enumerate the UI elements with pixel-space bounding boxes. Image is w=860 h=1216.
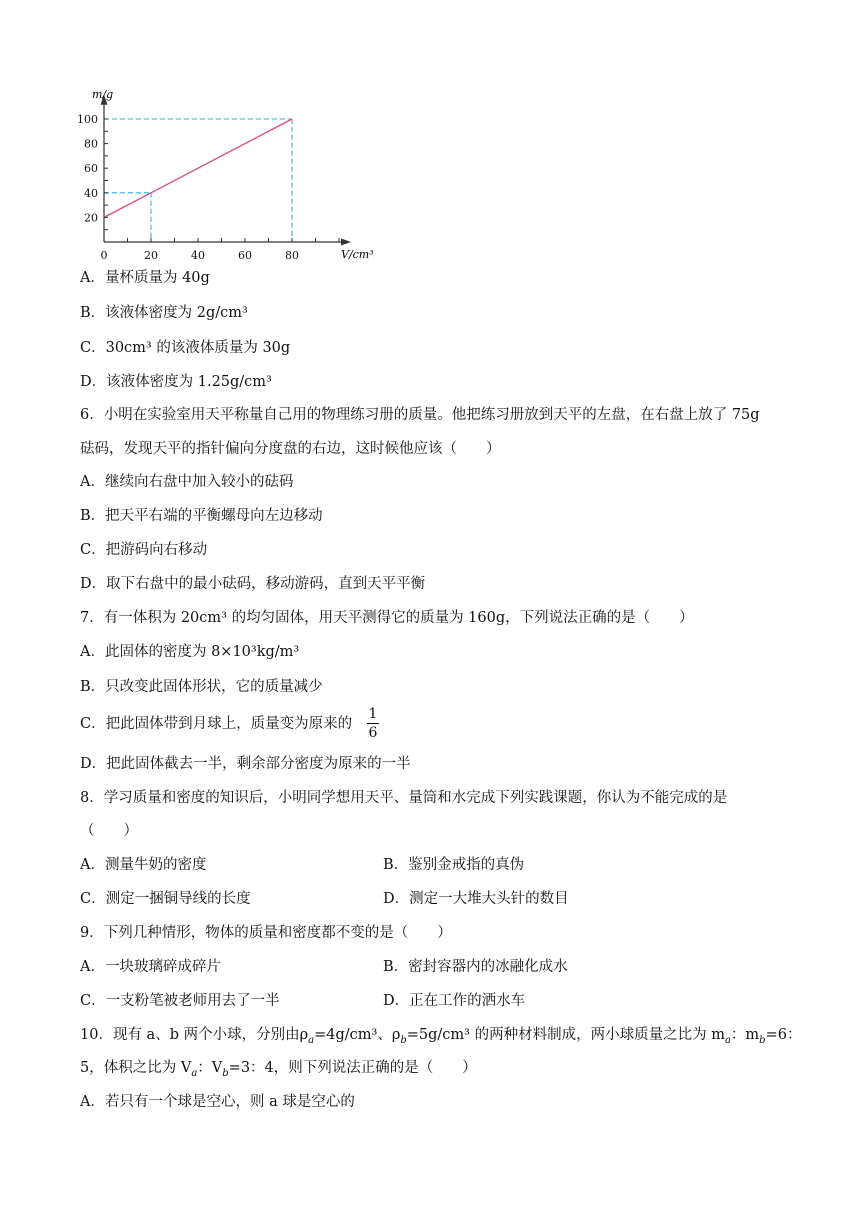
q10-option-a: A．若只有一个球是空心，则 a 球是空心的: [80, 1094, 355, 1110]
q8-option-a: A．测量牛奶的密度: [80, 857, 207, 873]
q10-text: ：V: [197, 1060, 223, 1076]
fraction-numerator: 1: [368, 706, 378, 722]
q10-text: =3：4，则下列说法正确的是（ ）: [228, 1060, 477, 1076]
q9-option-d: D．正在工作的洒水车: [383, 993, 526, 1009]
fraction-bar: [367, 723, 379, 724]
q7-stem: 7．有一体积为 20cm³ 的均匀固体，用天平测得它的质量为 160g，下列说法正确的是（ ）: [80, 610, 694, 626]
q10-stem-line-2: [80, 1058, 477, 1084]
q6-option-a: A．继续向右盘中加入较小的砝码: [80, 474, 294, 490]
q10-sub: b: [222, 1067, 229, 1079]
series-line: [104, 119, 292, 217]
q10-text: 5，体积之比为 V: [80, 1060, 192, 1076]
q10-text: =6：: [765, 1027, 802, 1043]
q10-sub: a: [308, 1034, 315, 1046]
q6-stem-line-1: 6．小明在实验室用天平称量自己用的物理练习册的质量。他把练习册放到天平的左盘，在右盘上放了 75g: [80, 407, 760, 423]
q10-stem-line-1: [80, 1025, 801, 1051]
x-tick-label: 40: [191, 249, 205, 262]
y-axis-label: m/g: [92, 88, 114, 101]
q9-option-a: A．一块玻璃碎成碎片: [80, 959, 221, 975]
q10-text: =4g/cm³、ρ: [314, 1027, 401, 1043]
q7-option-d: D．把此固体截去一半，剩余部分密度为原来的一半: [80, 756, 411, 772]
q10-text: 10．现有 a、b 两个小球，分别由ρ: [80, 1027, 309, 1043]
q10-sub: a: [191, 1067, 198, 1079]
y-tick-label: 60: [84, 162, 98, 176]
y-tick-label: 40: [84, 186, 98, 200]
q10-sub: b: [759, 1034, 766, 1046]
y-tick-label: 100: [77, 113, 98, 126]
q7-option-b: B．只改变此固体形状，它的质量减少: [80, 679, 323, 695]
x-tick-label: 80: [285, 249, 299, 262]
q8-option-b: B．鉴别金戒指的真伪: [383, 857, 525, 873]
q8-stem-line-2: （ ）: [80, 823, 138, 839]
x-tick-label: 0: [100, 249, 108, 262]
y-tick-label: 80: [84, 137, 98, 151]
q5-option-c: C．30cm³ 的该液体质量为 30g: [80, 340, 291, 356]
q8-option-c: C．测定一捆铜导线的长度: [80, 891, 251, 907]
x-tick-label: 20: [144, 249, 158, 262]
q8-stem-line-1: 8．学习质量和密度的知识后，小明同学想用天平、量筒和水完成下列实践课题，你认为不能完成的是: [80, 790, 728, 806]
q9-option-b: B．密封容器内的冰融化成水: [383, 959, 568, 975]
q6-option-c: C．把游码向右移动: [80, 542, 208, 558]
q7-option-c: C．把此固体带到月球上，质量变为原来的: [80, 716, 353, 732]
q10-sub: a: [724, 1034, 731, 1046]
q5-option-a: A．量杯质量为 40g: [80, 270, 210, 286]
q6-option-d: D．取下右盘中的最小砝码，移动游码，直到天平平衡: [80, 576, 426, 592]
x-axis-arrow: [341, 239, 351, 246]
q5-option-d: D．该液体密度为 1.25g/cm³: [80, 374, 272, 390]
x-axis-label: V/cm³: [341, 248, 374, 261]
q8-option-d: D．测定一大堆大头针的数目: [383, 891, 569, 907]
x-tick-label: 60: [238, 249, 252, 262]
q9-option-c: C．一支粉笔被老师用去了一半: [80, 993, 280, 1009]
q10-text: ：m: [730, 1027, 760, 1043]
fraction-one-sixth: [367, 706, 379, 741]
fraction-denominator: 6: [368, 725, 378, 741]
q6-option-b: B．把天平右端的平衡螺母向左边移动: [80, 508, 323, 524]
y-tick-label: 20: [84, 211, 98, 225]
q6-stem-line-2: 砝码，发现天平的指针偏向分度盘的右边，这时候他应该（ ）: [80, 441, 501, 457]
q7-option-a: A．此固体的密度为 8×10³kg/m³: [80, 644, 300, 660]
mass-volume-graph: [78, 74, 378, 264]
q10-sub: b: [400, 1034, 407, 1046]
q9-stem: 9．下列几种情形，物体的质量和密度都不变的是（ ）: [80, 925, 452, 941]
q5-option-b: B．该液体密度为 2g/cm³: [80, 305, 248, 321]
q10-text: =5g/cm³ 的两种材料制成，两小球质量之比为 m: [406, 1027, 725, 1043]
